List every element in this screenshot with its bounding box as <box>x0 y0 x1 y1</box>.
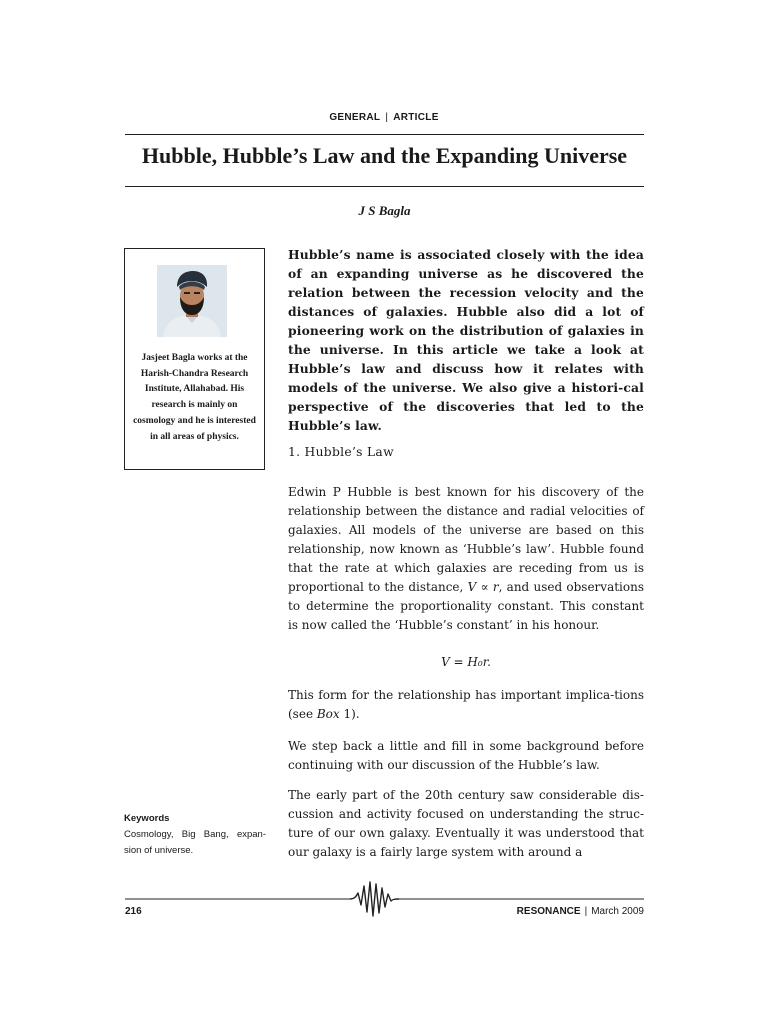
equation-text: V = H₀r. <box>441 655 491 669</box>
author-name: J S Bagla <box>358 203 411 218</box>
section-header <box>0 112 768 123</box>
paragraph-2-text-a: This form for the relationship has important implica-tions (see <box>288 688 644 721</box>
footer-separator: | <box>584 906 588 917</box>
footer-wave-divider <box>125 880 644 926</box>
paragraph-4: The early part of the 20th century saw considerable dis-cussion and activity focused on understanding the struc-ture of our own galaxy. Eventually it was understood that our galaxy is a fairly large system with around a <box>288 788 644 859</box>
author-bio: Jasjeet Bagla works at the Harish-Chandra Research Institute, Allahabad. His research is mainly on cosmology and he is interested in all areas of physics. <box>133 353 256 442</box>
paragraph-2-text-b: 1). <box>339 707 360 721</box>
box-reference: Box <box>316 707 340 721</box>
paragraph-3: We step back a little and fill in some background before continuing with our discussion of the Hubble’s law. <box>288 739 644 772</box>
keywords-list: Cosmology, Big Bang, expan-sion of universe. <box>124 829 266 856</box>
abstract: Hubble’s name is associated closely with the idea of an expanding universe as he discovered the relation between the recession velocity and the distances of galaxies. Hubble also did a lot of pioneering work on the distribution of galaxies in the universe. In this article we take a look at Hubble’s law and discuss how it relates with models of the universe. We also give a histori-cal perspective of the discoveries that led to the Hubble’s law. <box>288 247 644 433</box>
title-top-rule <box>125 134 644 135</box>
journal-footer <box>517 906 644 917</box>
paragraph-1-text-b: , and used observations to determine the proportionality constant. This constant is now called the ‘Hubble’s constant’ in his honour. <box>288 580 644 632</box>
section-label: GENERAL <box>329 112 381 123</box>
title-bottom-rule <box>125 186 644 187</box>
paragraph-1 <box>288 483 644 635</box>
issue-date: March 2009 <box>591 906 644 917</box>
author-photo <box>157 265 227 337</box>
paragraph-1-text-a: Edwin P Hubble is best known for his discovery of the relationship between the distance and radial velocities of galaxies. All models of the universe are based on this relationship, now known as ‘Hubble’s law’. Hubble found that the rate at which galaxies are receding from us is proportional to the distance, <box>288 485 644 594</box>
proportionality-math: V ∝ r <box>467 580 499 594</box>
page-number: 216 <box>125 906 142 917</box>
header-separator: | <box>385 112 389 123</box>
keywords-title: Keywords <box>124 813 170 824</box>
section-heading: 1. Hubble’s Law <box>288 445 394 459</box>
article-title: Hubble, Hubble’s Law and the Expanding Universe <box>141 143 628 168</box>
journal-name: RESONANCE <box>516 906 581 917</box>
author-bio-box <box>124 248 265 470</box>
paragraph-2 <box>288 686 644 724</box>
article-type-label: ARTICLE <box>393 112 439 123</box>
hubble-equation <box>288 655 644 669</box>
